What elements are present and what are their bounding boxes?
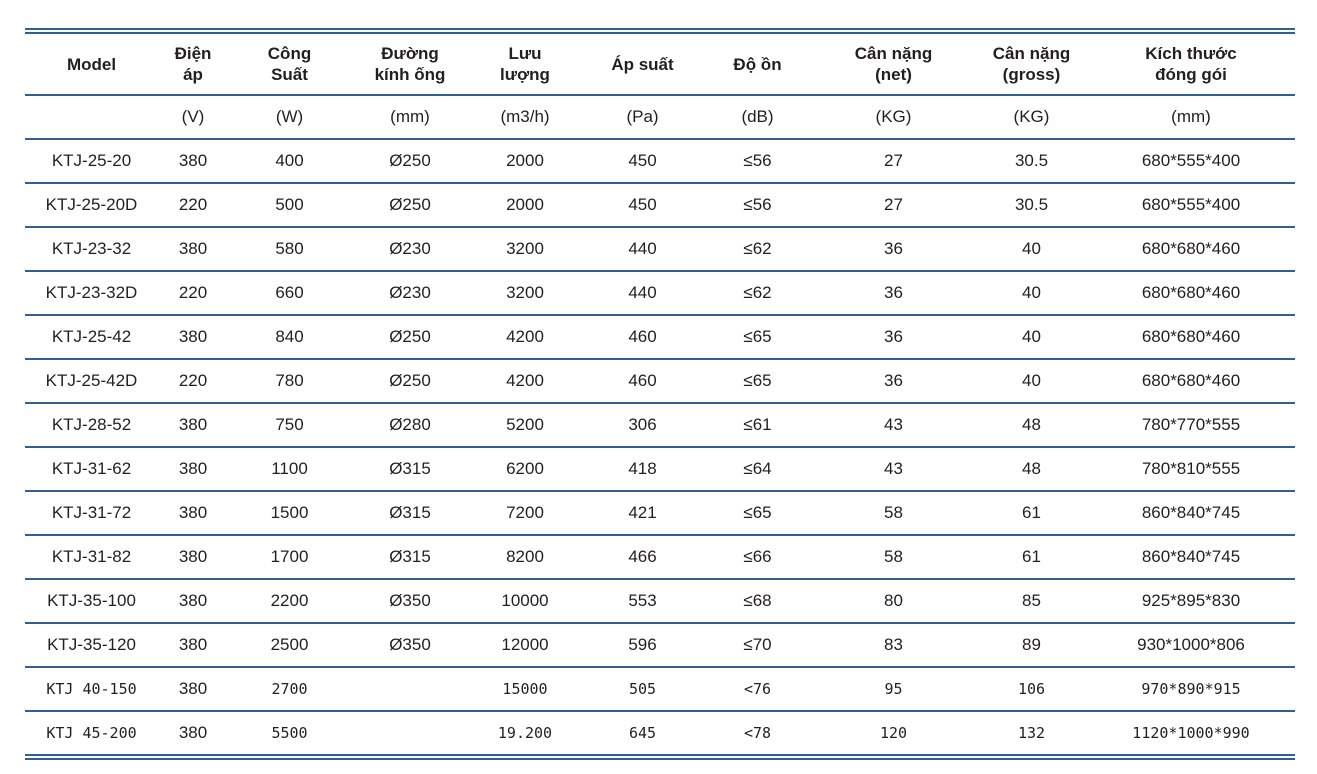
table-cell: 450 [581, 184, 704, 228]
table-cell: 460 [581, 360, 704, 404]
unit-cell: (KG) [976, 96, 1087, 140]
table-cell: 2700 [228, 668, 351, 712]
table-cell: 8200 [469, 536, 581, 580]
table-cell: Ø350 [351, 580, 469, 624]
unit-cell: (dB) [704, 96, 811, 140]
table-cell: ≤62 [704, 272, 811, 316]
unit-cell: (V) [158, 96, 228, 140]
table-cell: 380 [158, 404, 228, 448]
table-cell: 380 [158, 228, 228, 272]
table-cell: 220 [158, 360, 228, 404]
table-cell: 380 [158, 140, 228, 184]
table-cell: KTJ-35-100 [25, 580, 158, 624]
table-cell: 85 [976, 580, 1087, 624]
table-cell: 680*680*460 [1087, 316, 1295, 360]
table-cell: 12000 [469, 624, 581, 668]
table-cell: 10000 [469, 580, 581, 624]
table-cell: 450 [581, 140, 704, 184]
table-cell: KTJ 40-150 [25, 668, 158, 712]
unit-cell: (m3/h) [469, 96, 581, 140]
table-cell: 970*890*915 [1087, 668, 1295, 712]
table-cell: 2200 [228, 580, 351, 624]
unit-cell: (KG) [811, 96, 976, 140]
table-cell: 380 [158, 492, 228, 536]
table-cell [351, 712, 469, 756]
bottom-rule [25, 758, 1295, 760]
table-cell: 680*555*400 [1087, 140, 1295, 184]
table-cell: 440 [581, 272, 704, 316]
table-cell: 58 [811, 492, 976, 536]
table-cell: 1120*1000*990 [1087, 712, 1295, 756]
unit-cell [25, 96, 158, 140]
table-cell: ≤70 [704, 624, 811, 668]
table-cell: 19.200 [469, 712, 581, 756]
table-cell: ≤66 [704, 536, 811, 580]
table-cell: 1700 [228, 536, 351, 580]
column-header: Cân nặng (net) [811, 34, 976, 96]
table-cell: 15000 [469, 668, 581, 712]
table-cell: 48 [976, 448, 1087, 492]
table-cell: 306 [581, 404, 704, 448]
table-cell: Ø250 [351, 316, 469, 360]
table-cell: 505 [581, 668, 704, 712]
table-cell: Ø350 [351, 624, 469, 668]
table-cell: 106 [976, 668, 1087, 712]
table-cell: 500 [228, 184, 351, 228]
table-cell: Ø230 [351, 272, 469, 316]
table-cell: 380 [158, 580, 228, 624]
column-header: Điện áp [158, 34, 228, 96]
table-cell: 860*840*745 [1087, 492, 1295, 536]
table-cell: 30.5 [976, 184, 1087, 228]
table-cell: 400 [228, 140, 351, 184]
table-cell: Ø315 [351, 448, 469, 492]
table-cell: 680*555*400 [1087, 184, 1295, 228]
table-cell: 553 [581, 580, 704, 624]
table-cell: 380 [158, 448, 228, 492]
table-cell: 43 [811, 448, 976, 492]
table-cell: 83 [811, 624, 976, 668]
table-cell: KTJ-25-42 [25, 316, 158, 360]
table-cell: ≤65 [704, 360, 811, 404]
spec-table [25, 34, 1295, 756]
column-header: Lưu lượng [469, 34, 581, 96]
column-header: Kích thước đóng gói [1087, 34, 1295, 96]
table-cell: 780*810*555 [1087, 448, 1295, 492]
table-cell: ≤62 [704, 228, 811, 272]
table-cell: 466 [581, 536, 704, 580]
table-cell [351, 668, 469, 712]
table-cell: 95 [811, 668, 976, 712]
table-cell: 6200 [469, 448, 581, 492]
table-cell: 930*1000*806 [1087, 624, 1295, 668]
table-cell: 36 [811, 228, 976, 272]
table-cell: 680*680*460 [1087, 272, 1295, 316]
table-cell: 645 [581, 712, 704, 756]
table-cell: 220 [158, 272, 228, 316]
table-cell: 40 [976, 360, 1087, 404]
table-cell: <76 [704, 668, 811, 712]
table-cell: KTJ-35-120 [25, 624, 158, 668]
table-cell: ≤68 [704, 580, 811, 624]
table-cell: 596 [581, 624, 704, 668]
table-cell: KTJ-31-62 [25, 448, 158, 492]
table-cell: 36 [811, 360, 976, 404]
column-header: Đường kính ống [351, 34, 469, 96]
table-cell: 380 [158, 536, 228, 580]
table-cell: ≤56 [704, 140, 811, 184]
table-cell: 80 [811, 580, 976, 624]
table-cell: 860*840*745 [1087, 536, 1295, 580]
table-cell: KTJ-25-42D [25, 360, 158, 404]
column-header: Cân nặng (gross) [976, 34, 1087, 96]
table-cell: 120 [811, 712, 976, 756]
unit-cell: (Pa) [581, 96, 704, 140]
table-cell: 4200 [469, 316, 581, 360]
table-cell: 440 [581, 228, 704, 272]
table-cell: 2500 [228, 624, 351, 668]
table-cell: 58 [811, 536, 976, 580]
table-cell: 3200 [469, 272, 581, 316]
table-cell: 680*680*460 [1087, 228, 1295, 272]
table-cell: KTJ-25-20 [25, 140, 158, 184]
table-cell: Ø315 [351, 492, 469, 536]
table-cell: 380 [158, 316, 228, 360]
table-cell: 48 [976, 404, 1087, 448]
table-cell: 61 [976, 536, 1087, 580]
table-cell: 750 [228, 404, 351, 448]
table-cell: Ø250 [351, 360, 469, 404]
table-cell: KTJ-28-52 [25, 404, 158, 448]
table-cell: 780*770*555 [1087, 404, 1295, 448]
table-cell: Ø230 [351, 228, 469, 272]
table-cell: 2000 [469, 140, 581, 184]
table-cell: 132 [976, 712, 1087, 756]
table-cell: 30.5 [976, 140, 1087, 184]
table-cell: 89 [976, 624, 1087, 668]
table-cell: KTJ-25-20D [25, 184, 158, 228]
table-cell: 2000 [469, 184, 581, 228]
table-cell: ≤65 [704, 316, 811, 360]
table-cell: 27 [811, 184, 976, 228]
column-header: Độ ồn [704, 34, 811, 96]
table-cell: 925*895*830 [1087, 580, 1295, 624]
table-cell: <78 [704, 712, 811, 756]
unit-cell: (mm) [1087, 96, 1295, 140]
table-cell: 840 [228, 316, 351, 360]
table-cell: 43 [811, 404, 976, 448]
table-cell: ≤56 [704, 184, 811, 228]
table-cell: 5500 [228, 712, 351, 756]
table-cell: 1500 [228, 492, 351, 536]
table-cell: KTJ-31-72 [25, 492, 158, 536]
table-cell: 418 [581, 448, 704, 492]
column-header: Model [25, 34, 158, 96]
table-cell: KTJ-23-32D [25, 272, 158, 316]
table-cell: 380 [158, 624, 228, 668]
table-cell: 460 [581, 316, 704, 360]
table-cell: Ø250 [351, 184, 469, 228]
table-cell: Ø315 [351, 536, 469, 580]
table-cell: ≤61 [704, 404, 811, 448]
table-cell: 36 [811, 272, 976, 316]
table-cell: Ø250 [351, 140, 469, 184]
table-cell: 580 [228, 228, 351, 272]
table-cell: 680*680*460 [1087, 360, 1295, 404]
table-cell: KTJ 45-200 [25, 712, 158, 756]
table-cell: 421 [581, 492, 704, 536]
table-cell: Ø280 [351, 404, 469, 448]
table-cell: 5200 [469, 404, 581, 448]
table-cell: 40 [976, 272, 1087, 316]
spec-table-frame [25, 28, 1295, 760]
table-cell: 36 [811, 316, 976, 360]
table-cell: 3200 [469, 228, 581, 272]
table-cell: 780 [228, 360, 351, 404]
table-cell: 40 [976, 316, 1087, 360]
table-cell: 660 [228, 272, 351, 316]
table-cell: 1100 [228, 448, 351, 492]
table-cell: KTJ-31-82 [25, 536, 158, 580]
table-cell: KTJ-23-32 [25, 228, 158, 272]
table-cell: 380 [158, 712, 228, 756]
unit-cell: (mm) [351, 96, 469, 140]
table-cell: 61 [976, 492, 1087, 536]
table-cell: 380 [158, 668, 228, 712]
table-cell: 27 [811, 140, 976, 184]
column-header: Áp suất [581, 34, 704, 96]
unit-cell: (W) [228, 96, 351, 140]
table-cell: 220 [158, 184, 228, 228]
table-cell: ≤65 [704, 492, 811, 536]
table-cell: 40 [976, 228, 1087, 272]
top-rule [25, 28, 1295, 30]
table-cell: 7200 [469, 492, 581, 536]
table-cell: ≤64 [704, 448, 811, 492]
column-header: Công Suất [228, 34, 351, 96]
table-cell: 4200 [469, 360, 581, 404]
